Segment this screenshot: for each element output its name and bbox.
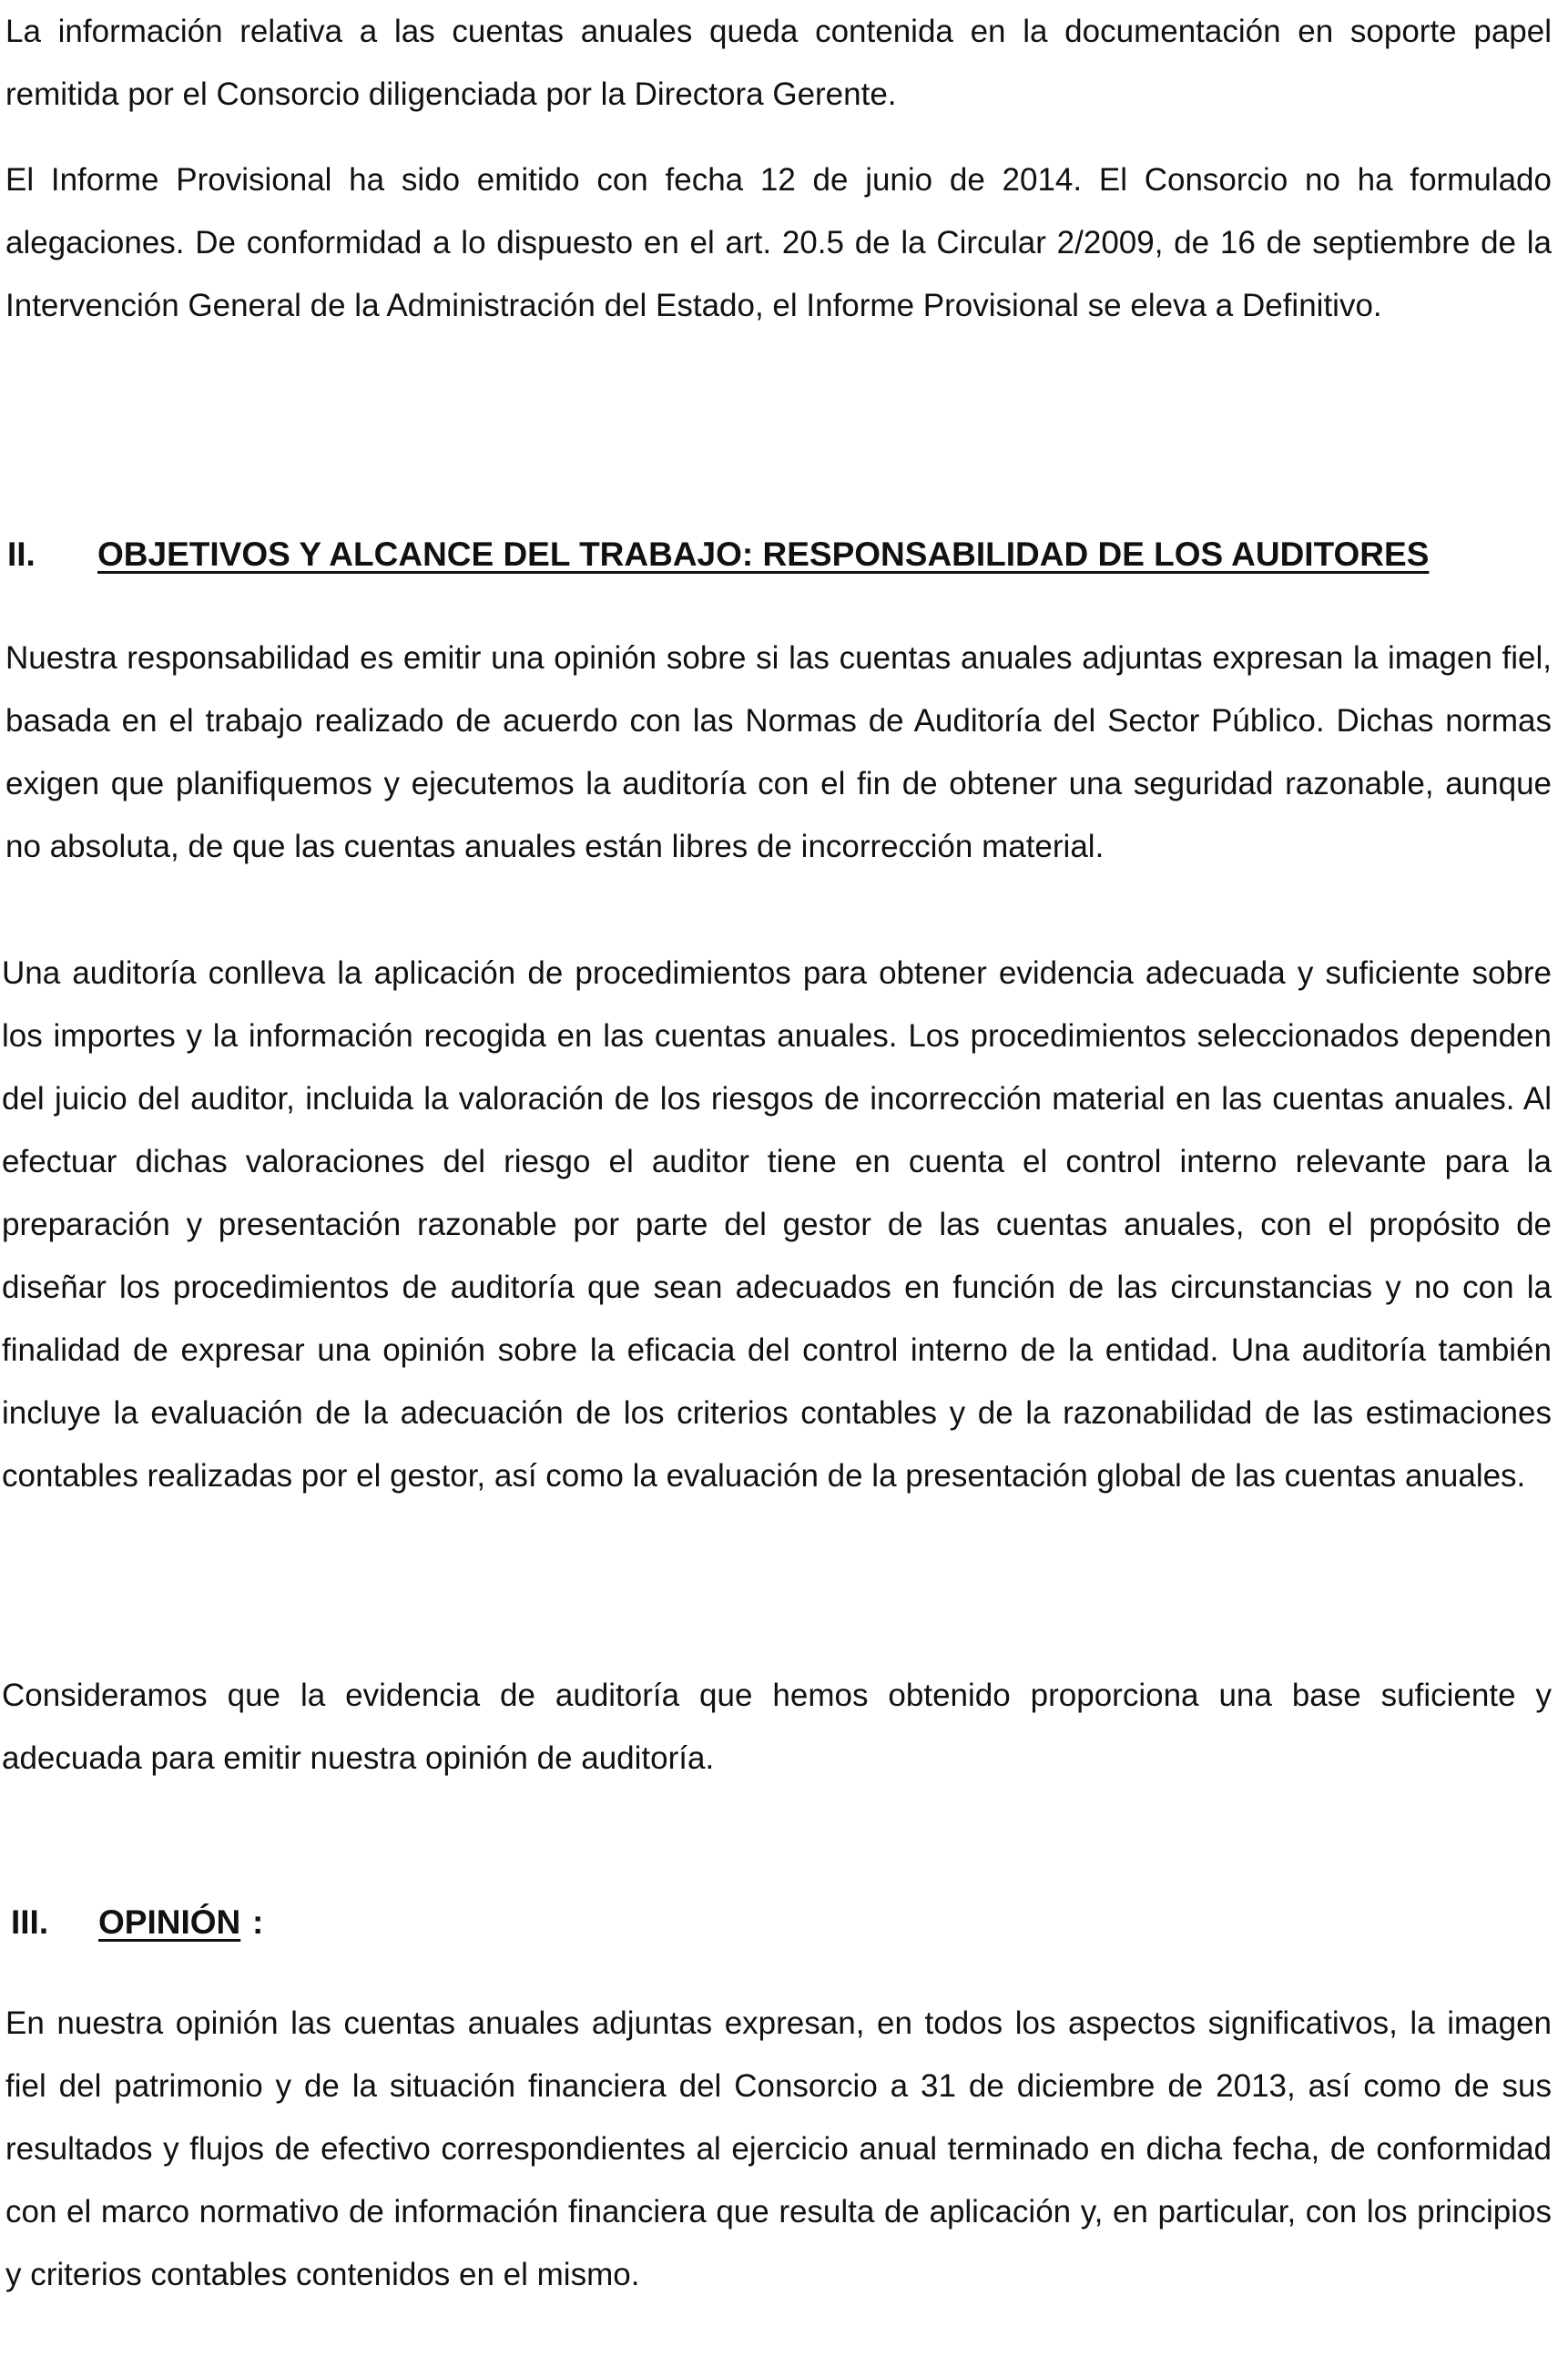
section-title: OBJETIVOS Y ALCANCE DEL TRABAJO: RESPONSABILIDAD DE LOS AUDITORES (97, 536, 1430, 573)
paragraph-opinion: En nuestra opinión las cuentas anuales adjuntas expresan, en todos los aspectos significativos, la imagen fiel del patrimonio y de la situación financiera del Consorcio a 31 de diciembre de 2013, así como de sus resultados y flujos de efectivo correspondientes al ejercicio anual terminado en dicha fecha, de conformidad con el marco normativo de información financiera que resulta de aplicación y, en particular, con los principios y criterios contables contenidos en el mismo. (5, 2005, 1552, 2292)
paragraph-informe-provisional: El Informe Provisional ha sido emitido con fecha 12 de junio de 2014. El Consorcio no ha formulado alegaciones. De conformidad a lo dispuesto en el art. 20.5 de la Circular 2/2009, de 16 de septiembre de la Intervención General de la Administración del Estado, el Informe Provisional se eleva a Definitivo. (5, 162, 1552, 323)
paragraph-responsabilidad: Nuestra responsabilidad es emitir una opinión sobre si las cuentas anuales adjuntas expresan la imagen fiel, basada en el trabajo realizado de acuerdo con las Normas de Auditoría del Sector Público. Dichas normas exigen que planifiquemos y ejecutemos la auditoría con el fin de obtener una seguridad razonable, aunque no absoluta, de que las cuentas anuales están libres de incorrección material. (5, 640, 1552, 864)
paragraph-evidencia-suficiente: Consideramos que la evidencia de auditoría que hemos obtenido proporciona una base suficiente y adecuada para emitir nuestra opinión de auditoría. (2, 1678, 1552, 1776)
section-title-colon: : (252, 1903, 264, 1941)
section-number: III. (11, 1903, 49, 1941)
section-heading-opinion (11, 1900, 264, 1945)
paragraph-auditoria-procedimientos: Una auditoría conlleva la aplicación de procedimientos para obtener evidencia adecuada y suficiente sobre los importes y la información recogida en las cuentas anuales. Los procedimientos seleccionados dependen del juicio del auditor, incluida la valoración de los riesgos de incorrección material en las cuentas anuales. Al efectuar dichas valoraciones del riesgo el auditor tiene en cuenta el control interno relevante para la preparación y presentación razonable por parte del gestor de las cuentas anuales, con el propósito de diseñar los procedimientos de auditoría que sean adecuados en función de las circunstancias y no con la finalidad de expresar una opinión sobre la eficacia del control interno de la entidad. Una auditoría también incluye la evaluación de la adecuación de los criterios contables y de la razonabilidad de las estimaciones contables realizadas por el gestor, así como la evaluación de la presentación global de las cuentas anuales. (2, 955, 1552, 1494)
section-heading-objetivos (7, 532, 1430, 577)
section-title: OPINIÓN (98, 1903, 241, 1941)
section-number: II. (7, 536, 36, 573)
paragraph-cuentas-anuales-info: La información relativa a las cuentas anuales queda contenida en la documentación en soporte papel remitida por el Consorcio diligenciada por la Directora Gerente. (5, 14, 1552, 112)
